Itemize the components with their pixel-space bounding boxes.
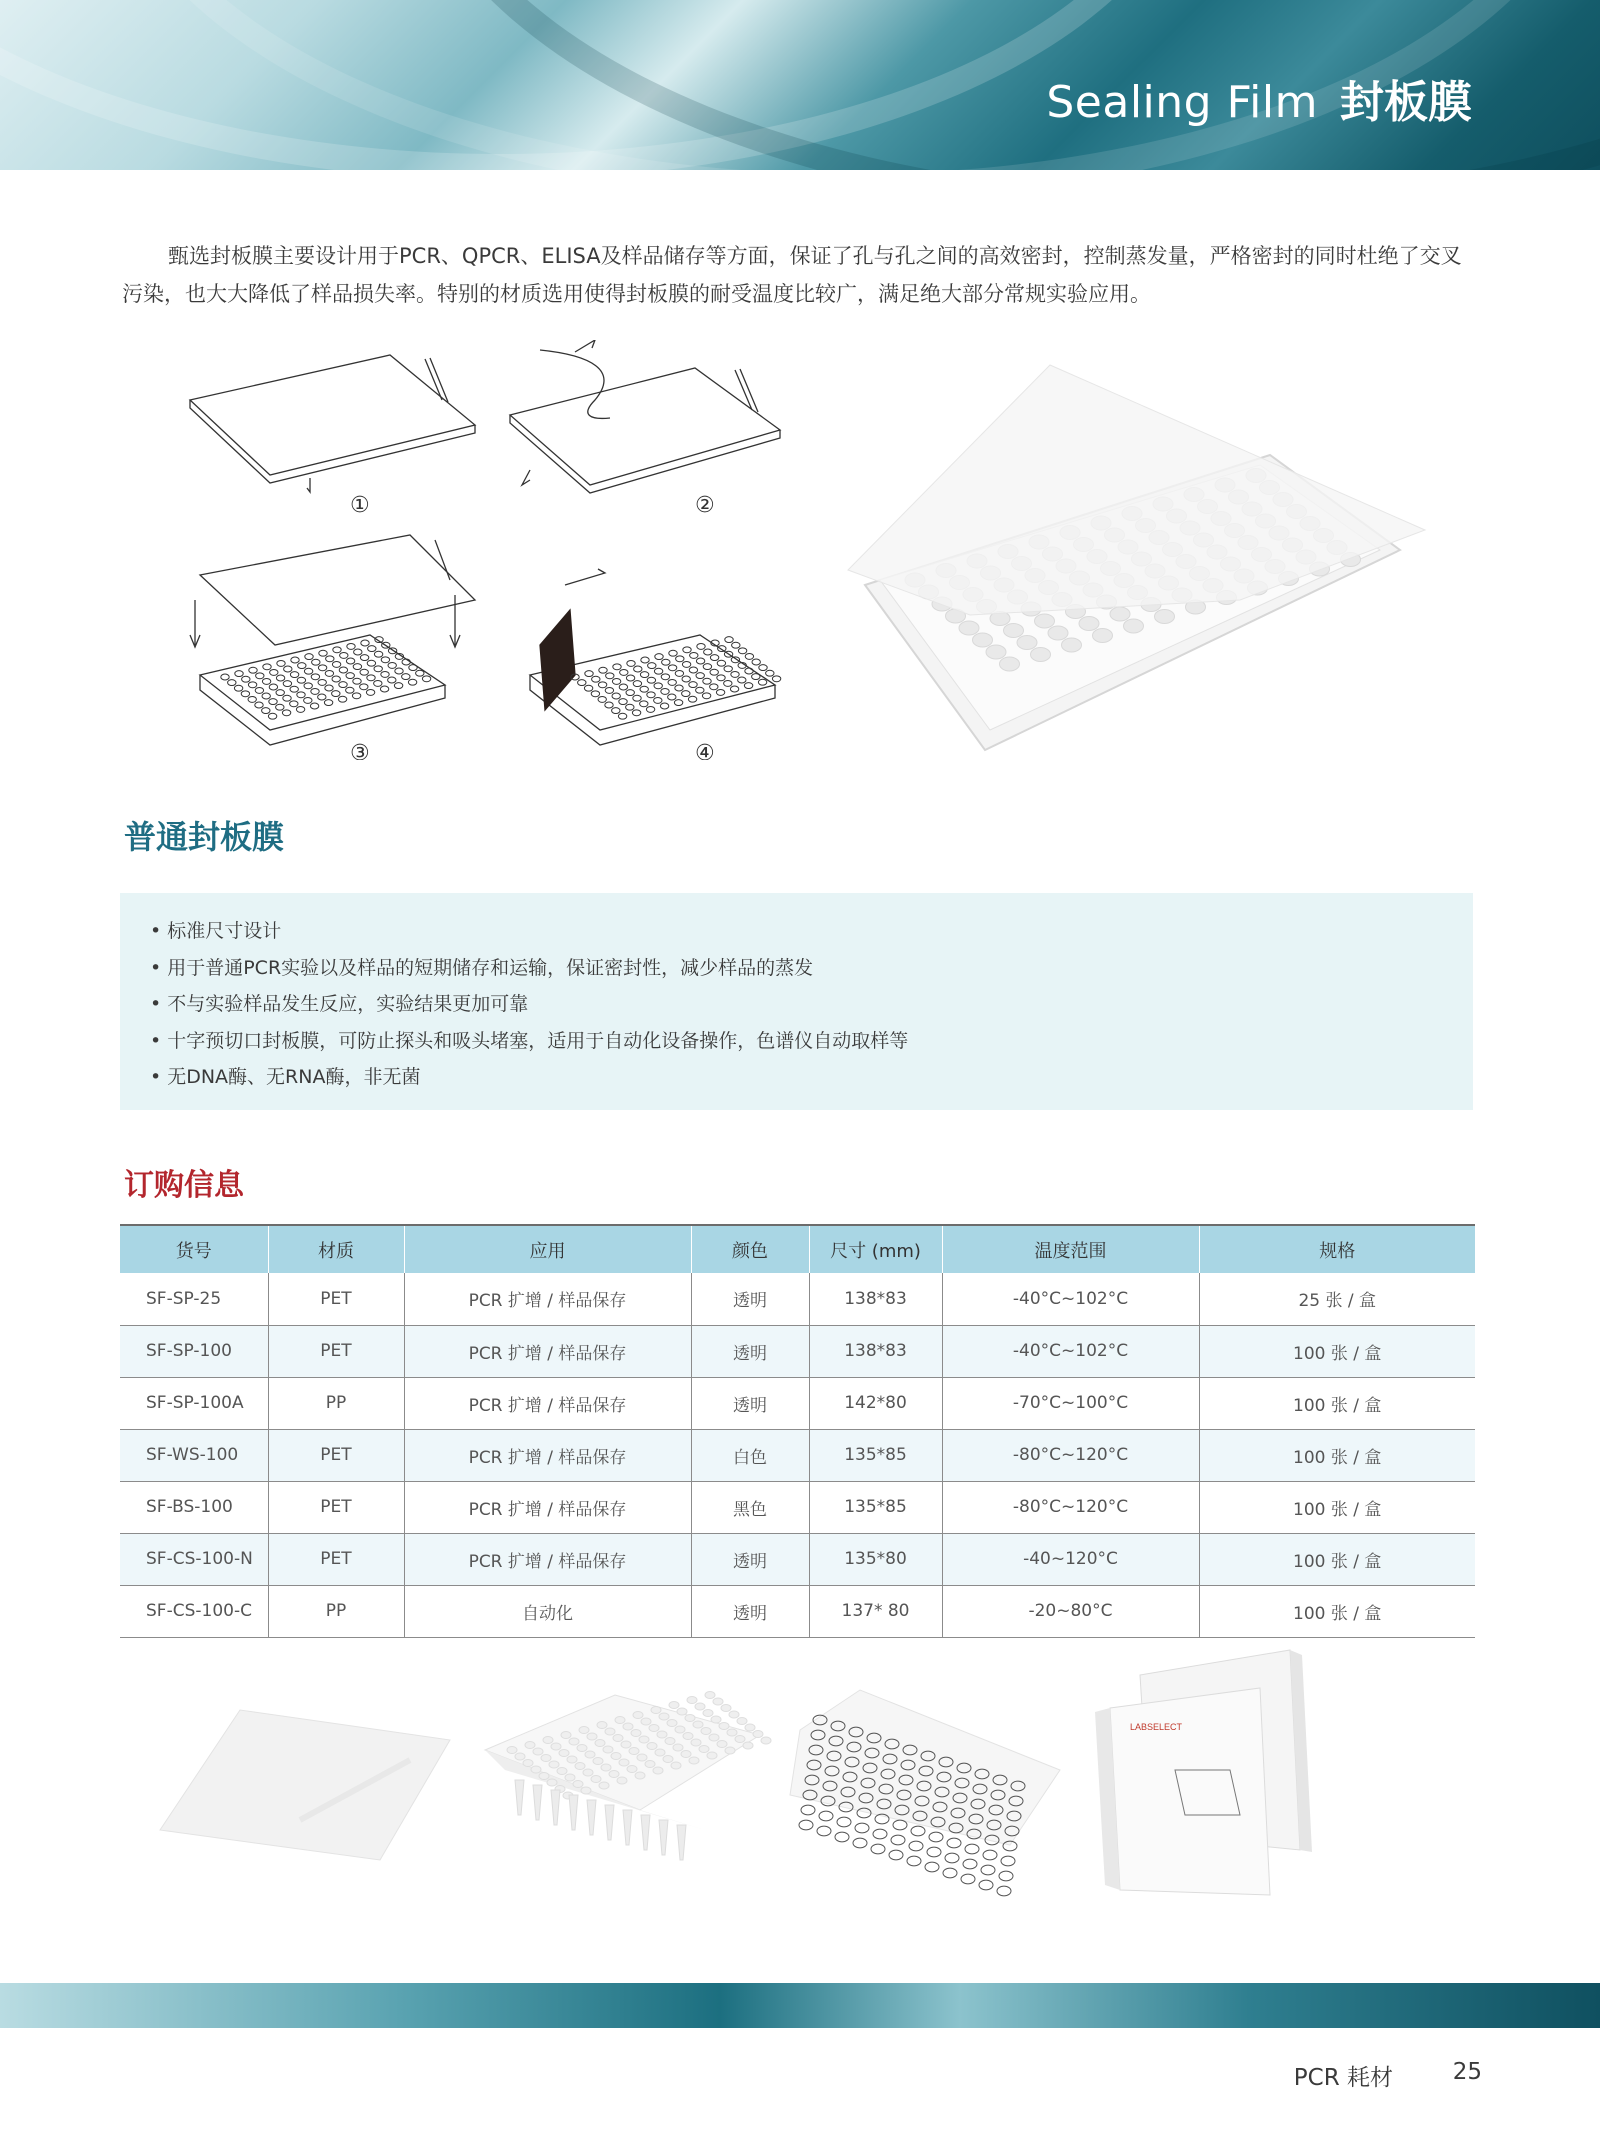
- section-title: 普通封板膜: [124, 818, 285, 856]
- table-cell: -40~120°C: [942, 1533, 1199, 1585]
- table-cell: 透明: [691, 1273, 809, 1325]
- column-header: 应用: [404, 1225, 691, 1273]
- step-number: ④: [695, 741, 715, 760]
- table-cell: 135*85: [809, 1481, 942, 1533]
- table-row: [120, 1533, 1475, 1585]
- feature-item: • 用于普通PCR实验以及样品的短期储存和运输，保证密封性，减少样品的蒸发: [150, 950, 1473, 987]
- usage-diagram: [180, 340, 800, 760]
- table-cell: SF-SP-100: [120, 1325, 268, 1377]
- table-cell: 100 张 / 盒: [1199, 1533, 1475, 1585]
- intro-paragraph: 甄选封板膜主要设计用于PCR、QPCR、ELISA及样品储存等方面，保证了孔与孔之间的高效密封，控制蒸发量，严格密封的同时杜绝了交叉污染，也大大降低了样品损失率。特别的材质选用使得封板膜的耐受温度比较广，满足绝大部分常规实验应用。: [122, 244, 1462, 306]
- column-header: 尺寸 (mm): [809, 1225, 942, 1273]
- table-cell: 142*80: [809, 1377, 942, 1429]
- order-table: [120, 1224, 1475, 1638]
- table-cell: -80°C~120°C: [942, 1481, 1199, 1533]
- table-cell: 100 张 / 盒: [1199, 1481, 1475, 1533]
- table-cell: SF-SP-100A: [120, 1377, 268, 1429]
- film-sheet-photo: [160, 1710, 450, 1860]
- table-cell: 自动化: [404, 1585, 691, 1637]
- table-row: [120, 1377, 1475, 1429]
- table-cell: PET: [268, 1533, 404, 1585]
- table-cell: 135*85: [809, 1429, 942, 1481]
- feature-item: • 不与实验样品发生反应，实验结果更加可靠: [150, 986, 1473, 1023]
- page-title-en: Sealing Film: [1046, 77, 1318, 128]
- box-brand: LABSELECT: [1130, 1722, 1183, 1732]
- header-banner: [0, 0, 1600, 170]
- table-cell: PCR 扩增 / 样品保存: [404, 1273, 691, 1325]
- page-number: 25: [1452, 2059, 1482, 2085]
- table-cell: PP: [268, 1377, 404, 1429]
- table-cell: SF-CS-100-C: [120, 1585, 268, 1637]
- table-cell: SF-BS-100: [120, 1481, 268, 1533]
- table-cell: 100 张 / 盒: [1199, 1325, 1475, 1377]
- table-cell: 138*83: [809, 1273, 942, 1325]
- footer-section-label: PCR 耗材: [1293, 2065, 1393, 2091]
- table-row: [120, 1481, 1475, 1533]
- table-cell: -80°C~120°C: [942, 1429, 1199, 1481]
- table-cell: 透明: [691, 1585, 809, 1637]
- table-cell: PCR 扩增 / 样品保存: [404, 1377, 691, 1429]
- column-header: 材质: [268, 1225, 404, 1273]
- table-row: [120, 1273, 1475, 1325]
- table-cell: 100 张 / 盒: [1199, 1585, 1475, 1637]
- table-cell: PCR 扩增 / 样品保存: [404, 1533, 691, 1585]
- column-header: 货号: [120, 1225, 268, 1273]
- step3-apply-film: [190, 535, 475, 745]
- plate-photo: [485, 1692, 771, 1861]
- product-box-photo: [1095, 1650, 1312, 1895]
- table-cell: 100 张 / 盒: [1199, 1377, 1475, 1429]
- step1-film-sheet: [190, 355, 475, 492]
- table-cell: PET: [268, 1481, 404, 1533]
- table-cell: -20~80°C: [942, 1585, 1199, 1637]
- column-header: 颜色: [691, 1225, 809, 1273]
- order-info-title: 订购信息: [124, 1168, 244, 1203]
- table-cell: 138*83: [809, 1325, 942, 1377]
- table-header-row: [120, 1225, 1475, 1273]
- table-cell: SF-SP-25: [120, 1273, 268, 1325]
- table-cell: 25 张 / 盒: [1199, 1273, 1475, 1325]
- feature-item: • 标准尺寸设计: [150, 913, 1473, 950]
- plate-with-film-photo: [840, 360, 1440, 760]
- table-cell: PCR 扩增 / 样品保存: [404, 1481, 691, 1533]
- table-cell: 137* 80: [809, 1585, 942, 1637]
- page-title: [1046, 66, 1472, 130]
- table-cell: -40°C~102°C: [942, 1273, 1199, 1325]
- table-cell: 透明: [691, 1325, 809, 1377]
- table-cell: 黑色: [691, 1481, 809, 1533]
- table-cell: PCR 扩增 / 样品保存: [404, 1429, 691, 1481]
- step-number: ③: [350, 741, 370, 760]
- step2-peel-film: [510, 340, 780, 493]
- table-cell: 白色: [691, 1429, 809, 1481]
- table-cell: PET: [268, 1273, 404, 1325]
- labeled-film-photo: [790, 1690, 1060, 1896]
- column-header: 规格: [1199, 1225, 1475, 1273]
- feature-list: [120, 893, 1473, 1110]
- table-cell: PET: [268, 1325, 404, 1377]
- table-cell: 透明: [691, 1533, 809, 1585]
- footer-band: [0, 1983, 1600, 2028]
- table-row: [120, 1325, 1475, 1377]
- table-cell: SF-WS-100: [120, 1429, 268, 1481]
- feature-item: • 十字预切口封板膜，可防止探头和吸头堵塞，适用于自动化设备操作，色谱仪自动取样等: [150, 1023, 1473, 1060]
- step-number: ②: [695, 493, 715, 518]
- product-photos: [140, 1640, 1470, 1920]
- step-number: ①: [350, 493, 370, 518]
- table-cell: PP: [268, 1585, 404, 1637]
- table-row: [120, 1585, 1475, 1637]
- feature-item: • 无DNA酶、无RNA酶，非无菌: [150, 1059, 1473, 1096]
- table-cell: -70°C~100°C: [942, 1377, 1199, 1429]
- table-cell: PCR 扩增 / 样品保存: [404, 1325, 691, 1377]
- table-cell: -40°C~102°C: [942, 1325, 1199, 1377]
- table-cell: SF-CS-100-N: [120, 1533, 268, 1585]
- table-cell: PET: [268, 1429, 404, 1481]
- column-header: 温度范围: [942, 1225, 1199, 1273]
- table-cell: 透明: [691, 1377, 809, 1429]
- table-row: [120, 1429, 1475, 1481]
- table-cell: 100 张 / 盒: [1199, 1429, 1475, 1481]
- page-title-zh: 封板膜: [1340, 77, 1472, 128]
- table-cell: 135*80: [809, 1533, 942, 1585]
